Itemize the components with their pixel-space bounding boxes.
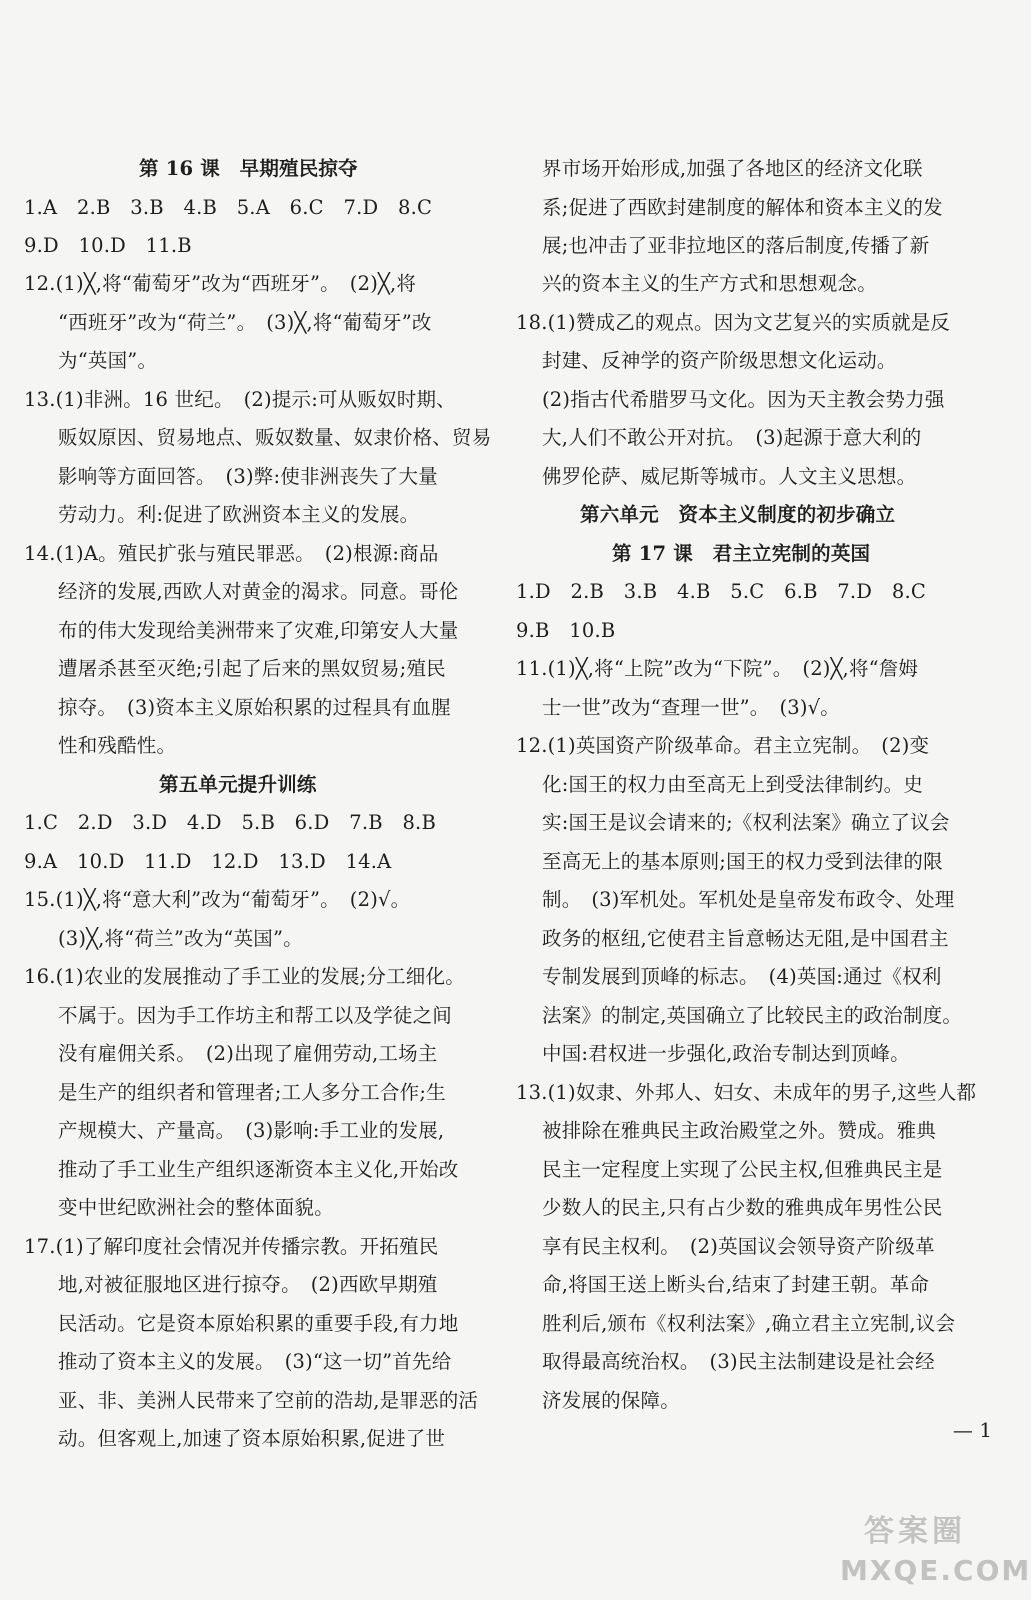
- text-line: 命,将国王送上断头台,结束了封建王朝。革命: [542, 1273, 930, 1296]
- text-line: (2)指古代希腊罗马文化。因为天主教会势力强: [542, 388, 945, 411]
- text-line: 布的伟大发现给美洲带来了灾难,印第安人大量: [58, 619, 459, 642]
- text-line: 系;促进了西欧封建制度的解体和资本主义的发: [542, 196, 943, 219]
- lesson-17-heading: 第 17 课 君主立宪制的英国: [612, 542, 871, 565]
- text-line: 遭屠杀甚至灭绝;引起了后来的黑奴贸易;殖民: [58, 657, 446, 680]
- text-line: 是生产的组织者和管理者;工人多分工合作;生: [58, 1081, 446, 1104]
- text-line: 12.(1)╳,将“葡萄牙”改为“西班牙”。 (2)╳,将: [24, 272, 417, 295]
- text-line: 性和残酷性。: [58, 734, 177, 757]
- text-line: 9.B 10.B: [516, 619, 616, 642]
- text-line: 掠夺。 (3)资本主义原始积累的过程具有血腥: [58, 696, 451, 719]
- watermark-cn: 答案圈: [864, 1514, 966, 1549]
- unit-6-heading: 第六单元 资本主义制度的初步确立: [580, 503, 896, 526]
- text-line: 亚、非、美洲人民带来了空前的浩劫,是罪恶的活: [58, 1389, 479, 1412]
- text-line: 不属于。因为手工作坊主和帮工以及学徒之间: [58, 1004, 453, 1027]
- text-line: (3)╳,将“荷兰”改为“英国”。: [58, 927, 303, 950]
- text-line: 劳动力。利:促进了欧洲资本主义的发展。: [58, 503, 420, 526]
- text-line: 变中世纪欧洲社会的整体面貌。: [58, 1196, 334, 1219]
- text-line: 推动了手工业生产组织逐渐资本主义化,开始改: [58, 1158, 459, 1181]
- text-line: 16.(1)农业的发展推动了手工业的发展;分工细化。: [24, 965, 465, 988]
- text-line: 胜利后,颁布《权利法案》,确立君主立宪制,议会: [542, 1312, 956, 1335]
- text-line: 少数人的民主,只有占少数的雅典成年男性公民: [542, 1196, 943, 1219]
- text-line: 法案》的制定,英国确立了比较民主的政治制度。: [542, 1004, 963, 1027]
- unit-5-review-heading: 第五单元提升训练: [159, 773, 317, 796]
- text-line: 动。但客观上,加速了资本原始积累,促进了世: [58, 1427, 446, 1450]
- text-line: 制。 (3)军机处。军机处是皇帝发布政令、处理: [542, 888, 955, 911]
- text-line: 士一世”改为“查理一世”。 (3)√。: [542, 696, 841, 719]
- text-line: 没有雇佣关系。 (2)出现了雇佣劳动,工场主: [58, 1042, 438, 1065]
- text-line: 展;也冲击了亚非拉地区的落后制度,传播了新: [542, 234, 930, 257]
- text-line: 17.(1)了解印度社会情况并传播宗教。开拓殖民: [24, 1235, 439, 1258]
- text-line: 佛罗伦萨、威尼斯等城市。人文主义思想。: [542, 465, 917, 488]
- text-line: 14.(1)A。殖民扩张与殖民罪恶。 (2)根源:商品: [24, 542, 439, 565]
- watermark-en: MXQE.COM: [840, 1554, 1031, 1587]
- text-line: 济发展的保障。: [542, 1389, 680, 1412]
- text-line: 封建、反神学的资产阶级思想文化运动。: [542, 349, 897, 372]
- text-line: 中国:君权进一步强化,政治专制达到顶峰。: [542, 1042, 910, 1065]
- text-line: 被排除在雅典民主政治殿堂之外。赞成。雅典: [542, 1119, 937, 1142]
- text-line: 实:国王是议会请来的;《权利法案》确立了议会: [542, 811, 950, 834]
- watermark-logo: [840, 1506, 1031, 1592]
- text-line: 界市场开始形成,加强了各地区的经济文化联: [542, 157, 923, 180]
- text-line: 1.C 2.D 3.D 4.D 5.B 6.D 7.B 8.B: [24, 811, 436, 834]
- text-line: 地,对被征服地区进行掠夺。 (2)西欧早期殖: [58, 1273, 438, 1296]
- text-line: 贩奴原因、贸易地点、贩奴数量、奴隶价格、贸易: [58, 426, 492, 449]
- text-line: 15.(1)╳,将“意大利”改为“葡萄牙”。 (2)√。: [24, 888, 411, 911]
- text-line: 11.(1)╳,将“上院”改为“下院”。 (2)╳,将“詹姆: [516, 657, 919, 680]
- text-line: 1.D 2.B 3.B 4.B 5.C 6.B 7.D 8.C: [516, 580, 926, 603]
- text-line: 民主一定程度上实现了公民主权,但雅典民主是: [542, 1158, 943, 1181]
- text-line: 政务的枢纽,它使君主旨意畅达无阻,是中国君主: [542, 927, 949, 950]
- text-line: 18.(1)赞成乙的观点。因为文艺复兴的实质就是反: [516, 311, 951, 334]
- text-line: 享有民主权利。 (2)英国议会领导资产阶级革: [542, 1235, 935, 1258]
- text-line: 取得最高统治权。 (3)民主法制建设是社会经: [542, 1350, 935, 1373]
- text-line: 化:国王的权力由至高无上到受法律制约。史: [542, 773, 924, 796]
- text-line: 13.(1)奴隶、外邦人、妇女、未成年的男子,这些人都: [516, 1081, 977, 1104]
- text-line: 影响等方面回答。 (3)弊:使非洲丧失了大量: [58, 465, 438, 488]
- text-line: 1.A 2.B 3.B 4.B 5.A 6.C 7.D 8.C: [24, 196, 433, 219]
- text-line: 12.(1)英国资产阶级革命。君主立宪制。 (2)变: [516, 734, 930, 757]
- text-line: 经济的发展,西欧人对黄金的渴求。同意。哥伦: [58, 580, 459, 603]
- text-line: 为“英国”。: [58, 349, 158, 372]
- text-line: 推动了资本主义的发展。 (3)“这一切”首先给: [58, 1350, 452, 1373]
- text-line: 民活动。它是资本原始积累的重要手段,有力地: [58, 1312, 459, 1335]
- text-line: 9.D 10.D 11.B: [24, 234, 192, 257]
- text-line: 专制发展到顶峰的标志。 (4)英国:通过《权利: [542, 965, 942, 988]
- lesson-16-heading: 第 16 课 早期殖民掠夺: [139, 157, 358, 180]
- text-line: 产规模大、产量高。 (3)影响:手工业的发展,: [58, 1119, 445, 1142]
- text-line: 9.A 10.D 11.D 12.D 13.D 14.A: [24, 850, 392, 873]
- text-line: 13.(1)非洲。16 世纪。 (2)提示:可从贩奴时期、: [24, 388, 456, 411]
- text-line: 大,人们不敢公开对抗。 (3)起源于意大利的: [542, 426, 922, 449]
- page-number: — 1: [952, 1418, 992, 1442]
- text-line: “西班牙”改为“荷兰”。 (3)╳,将“葡萄牙”改: [58, 311, 432, 334]
- text-line: 至高无上的基本原则;国王的权力受到法律的限: [542, 850, 943, 873]
- text-line: 兴的资本主义的生产方式和思想观念。: [542, 272, 877, 295]
